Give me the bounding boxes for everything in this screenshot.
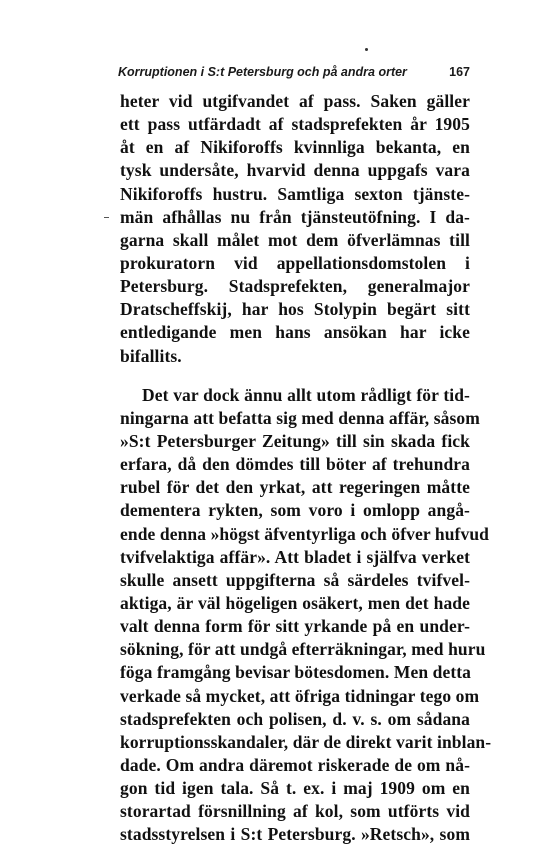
text-line: ende denna »högst äfventyrliga och öfver hufvud — [120, 523, 489, 544]
body-text — [120, 90, 492, 847]
text-line: aktiga, är väl högeligen osäkert, men det hade — [120, 592, 470, 613]
text-line: storartad försnillning af kol, som utförts vid — [120, 801, 470, 822]
text-line: tysk undersåte, hvarvid denna uppgafs vara — [120, 160, 470, 181]
text-line: verkade så mycket, att öfriga tidningar tego om — [120, 685, 480, 706]
paragraph-2 — [120, 384, 492, 847]
text-line: garna skall målet mot dem öfverlämnas till — [120, 229, 470, 250]
text-line: ett pass utfärdadt af stadsprefekten år 1905 — [120, 114, 470, 135]
text-line: män afhållas nu från tjänsteutöfning. I da- — [120, 206, 470, 227]
text-line: dade. Om andra däremot riskerade de om nå- — [120, 754, 470, 775]
text-line: stadsstyrelsen i S:t Petersburg. »Retsch», som — [120, 824, 470, 845]
text-line: sökning, för att undgå efterräkningar, med huru — [120, 639, 486, 660]
text-line: åt en af Nikiforoffs kvinnliga bekanta, en — [120, 137, 470, 158]
text-line: dementera rykten, som voro i omlopp angå- — [120, 500, 470, 521]
page-number: 167 — [449, 65, 470, 79]
text-line: prokuratorn vid appellationsdomstolen i — [120, 252, 470, 273]
text-line: Dratscheffskij, har hos Stolypin begärt sitt — [120, 299, 470, 320]
text-line: entledigande men hans ansökan har icke — [120, 322, 470, 343]
text-line: rubel för det den yrkat, att regeringen måtte — [120, 477, 470, 498]
text-line: Nikiforoffs hustru. Samtliga sexton tjänste- — [120, 183, 470, 204]
text-line: ningarna att befatta sig med denna affär, såsom — [120, 407, 480, 428]
text-line: tvifvelaktiga affär». Att bladet i själfva verket — [120, 546, 470, 567]
running-title: Korruptionen i S:t Petersburg och på andra orter — [118, 65, 407, 79]
text-line: bifallits. — [120, 345, 182, 366]
text-line: stadsprefekten och polisen, d. v. s. om sådana — [120, 708, 470, 729]
text-line: Petersburg. Stadsprefekten, generalmajor — [120, 276, 470, 297]
running-header — [118, 65, 470, 85]
margin-mark — [104, 217, 109, 218]
text-line: »S:t Petersburger Zeitung» till sin skada fick — [120, 430, 470, 451]
text-line: erfara, då den dömdes till böter af trehundra — [120, 454, 470, 475]
text-line: skulle ansett uppgifterna så särdeles tvifvel- — [120, 569, 470, 590]
text-line: valt denna form för sitt yrkande på en under- — [120, 616, 470, 637]
print-speck — [365, 48, 368, 51]
text-line: gon tid igen tala. Så t. ex. i maj 1909 om en — [120, 778, 470, 799]
text-line: korruptionsskandaler, där de direkt varit inblan- — [120, 731, 492, 752]
text-line: föga framgång bevisar bötesdomen. Men detta — [120, 662, 472, 683]
text-line: heter vid utgifvandet af pass. Saken gäller — [120, 91, 470, 111]
text-line: Det var dock ännu allt utom rådligt för tid- — [142, 384, 470, 405]
paragraph-1 — [120, 90, 470, 368]
